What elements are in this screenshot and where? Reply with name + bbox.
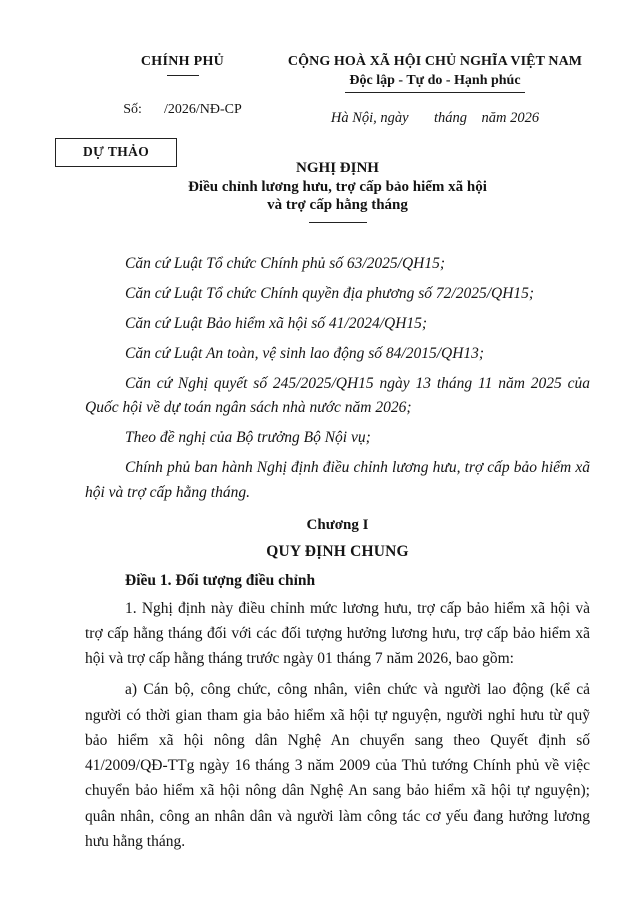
national-motto: Độc lập - Tự do - Hạnh phúc	[345, 72, 524, 93]
preamble-paragraph: Chính phủ ban hành Nghị định điều chỉnh lương hưu, trợ cấp bảo hiểm xã hội và trợ cấp hằng tháng.	[85, 458, 590, 501]
document-number-line	[85, 102, 280, 118]
preamble-paragraph: Căn cứ Nghị quyết số 245/2025/QH15 ngày 13 tháng 11 năm 2025 của Quốc hội về dự toán ngân sách nhà nước năm 2026;	[85, 374, 590, 417]
preamble-paragraph: Căn cứ Luật Bảo hiểm xã hội số 41/2024/QH15;	[125, 314, 428, 332]
national-title: CỘNG HOÀ XÃ HỘI CHỦ NGHĨA VIỆT NAM	[287, 54, 583, 69]
document-subtitle-line2: và trợ cấp hằng tháng	[267, 197, 408, 214]
document-title: NGHỊ ĐỊNH	[296, 160, 379, 176]
article-1-clause-1: 1. Nghị định này điều chỉnh mức lương hưu, trợ cấp bảo hiểm xã hội và trợ cấp hằng tháng đối với các đối tượng hưởng lương hưu, trợ cấp bảo hiểm xã hội và trợ cấp hằng tháng trước ngày 01 tháng 7 năm 2026, bao gồm:	[85, 599, 590, 668]
place-and-date-line: Hà Nội, ngày tháng năm 2026	[330, 110, 540, 126]
preamble-paragraph: Căn cứ Luật An toàn, vệ sinh lao động số 84/2015/QH13;	[125, 344, 485, 362]
chapter-number: Chương I	[306, 516, 369, 533]
issuer-underline-rule	[167, 75, 199, 76]
document-number-value: /2026/NĐ-CP	[163, 102, 242, 117]
issuer-name: CHÍNH PHỦ	[140, 54, 225, 69]
draft-stamp-label: DỰ THẢO	[83, 144, 150, 159]
header-issuer-block	[85, 54, 280, 118]
document-header	[85, 54, 590, 127]
preamble-section	[85, 252, 590, 505]
header-national-block	[280, 54, 590, 127]
chapter-title: QUY ĐỊNH CHUNG	[266, 542, 409, 560]
article-1-heading: Điều 1. Đối tượng điều chỉnh	[125, 571, 316, 589]
preamble-paragraph: Theo đề nghị của Bộ trưởng Bộ Nội vụ;	[125, 429, 371, 447]
title-underline-rule	[309, 222, 367, 223]
article-1-point-a: a) Cán bộ, công chức, công nhân, viên chức và người lao động (kể cả người có thời gian tham gia bảo hiểm xã hội tự nguyện, người nghỉ hưu từ quỹ bảo hiểm xã hội nông dân Nghệ An chuyển sang theo Quyết định số 41/2009/QĐ-TTg ngày 16 tháng 3 năm 2009 của Thủ tướng Chính phủ về việc chuyển bảo hiểm xã hội nông dân Nghệ An sang bảo hiểm xã hội tự nguyện); quân nhân, công an nhân dân và người làm công tác cơ yếu đang hưởng lương hưu hằng tháng.	[85, 681, 590, 850]
document-subtitle-line1: Điều chỉnh lương hưu, trợ cấp bảo hiểm xã hội	[188, 178, 487, 195]
title-section	[85, 137, 590, 223]
preamble-paragraph: Căn cứ Luật Tổ chức Chính quyền địa phương số 72/2025/QH15;	[125, 285, 535, 303]
chapter-heading	[85, 517, 590, 561]
document-number-label: Số:	[123, 102, 142, 117]
draft-stamp-box	[55, 138, 177, 167]
preamble-paragraph: Căn cứ Luật Tổ chức Chính phủ số 63/2025/QH15;	[125, 255, 446, 273]
